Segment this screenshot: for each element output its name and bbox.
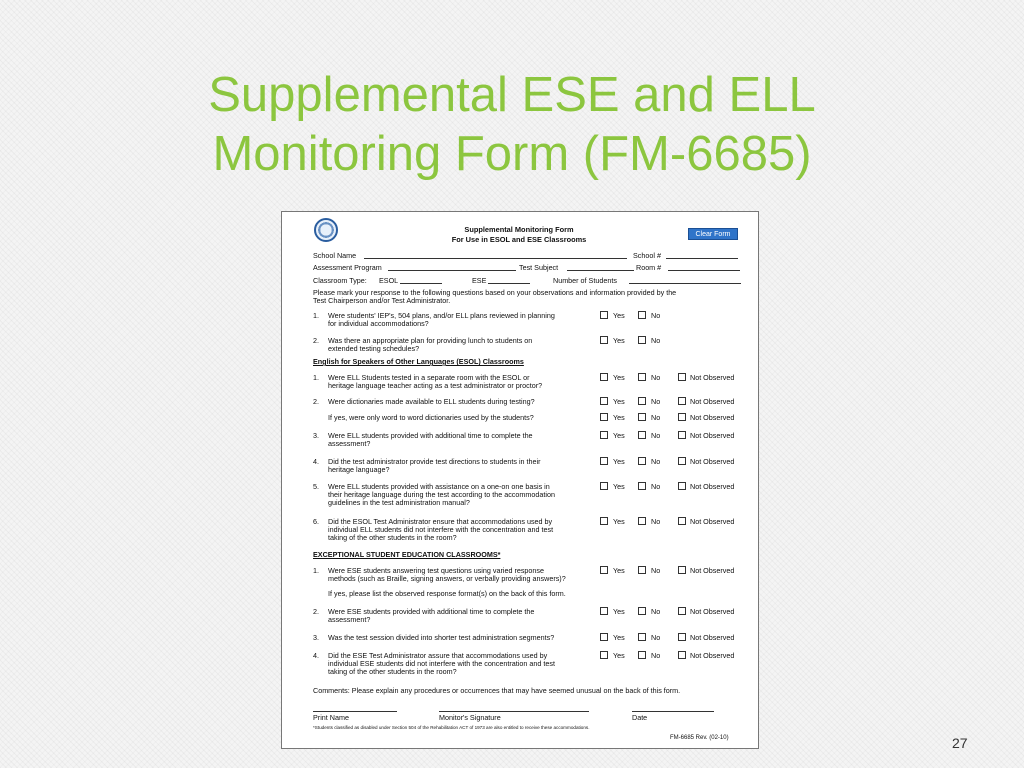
comments-line: Comments: Please explain any procedures or occurrences that may have seemed unusual on the back of this form. <box>313 686 681 695</box>
slide-title-line1: Supplemental ESE and ELL <box>208 68 816 122</box>
ese-line <box>488 283 530 284</box>
school-no-label: School # <box>633 251 661 260</box>
ese-q3-no-checkbox[interactable] <box>638 633 646 641</box>
no-label: No <box>651 413 661 422</box>
esol-q5-yes-checkbox[interactable] <box>600 482 608 490</box>
yes-label: Yes <box>613 431 625 440</box>
no-label: No <box>651 517 661 526</box>
esol-q2-followup-yes-checkbox[interactable] <box>600 413 608 421</box>
not-observed-label: Not Observed <box>690 413 735 422</box>
esol-q2-yes-checkbox[interactable] <box>600 397 608 405</box>
not-observed-label: Not Observed <box>690 517 735 526</box>
no-label: No <box>651 457 661 466</box>
monitor-signature-label: Monitor's Signature <box>439 713 501 722</box>
ese-q2-number: 2. <box>313 607 319 616</box>
not-observed-label: Not Observed <box>690 373 735 382</box>
test-subject-line <box>567 270 634 271</box>
yes-label: Yes <box>613 566 625 575</box>
room-no-line <box>668 270 740 271</box>
esol-q6-number: 6. <box>313 517 319 526</box>
ese-q4-text: Did the ESE Test Administrator assure that accommodations used by individual ESE students did not interfere with the concentration and test taking of the other students in the room? <box>328 651 555 676</box>
slide-title <box>0 66 1024 184</box>
esol-q2-followup-text: If yes, were only word to word dictionaries used by the students? <box>328 413 534 422</box>
esol-q2-followup-no-checkbox[interactable] <box>638 413 646 421</box>
monitoring-form-image <box>281 211 759 749</box>
esol-q5-not-observed-checkbox[interactable] <box>678 482 686 490</box>
date-label: Date <box>632 713 648 722</box>
ese-q4-not-observed-checkbox[interactable] <box>678 651 686 659</box>
esol-q1-yes-checkbox[interactable] <box>600 373 608 381</box>
ese-q2-text: Were ESE students provided with additional time to complete the assessment? <box>328 607 535 624</box>
general-q2-yes-checkbox[interactable] <box>600 336 608 344</box>
school-district-seal-icon <box>314 218 338 242</box>
esol-q5-text: Were ELL students provided with assistance on a one-on one basis in their heritage language during the test according to the accommodation guidelines in the test administration manual? <box>328 482 555 507</box>
form-header <box>412 225 626 245</box>
esol-q4-number: 4. <box>313 457 319 466</box>
form-header-line2: For Use in ESOL and ESE Classrooms <box>451 235 587 244</box>
no-label: No <box>651 482 661 491</box>
no-label: No <box>651 431 661 440</box>
yes-label: Yes <box>613 397 625 406</box>
esol-q3-no-checkbox[interactable] <box>638 431 646 439</box>
esol-q4-yes-checkbox[interactable] <box>600 457 608 465</box>
ese-q4-number: 4. <box>313 651 319 660</box>
yes-label: Yes <box>613 457 625 466</box>
ese-section-heading: EXCEPTIONAL STUDENT EDUCATION CLASSROOMS* <box>313 550 501 559</box>
esol-q2-not-observed-checkbox[interactable] <box>678 397 686 405</box>
ese-q4-no-checkbox[interactable] <box>638 651 646 659</box>
esol-q2-text: Were dictionaries made available to ELL students during testing? <box>328 397 535 406</box>
clear-form-button[interactable]: Clear Form <box>688 228 738 240</box>
esol-q2-number: 2. <box>313 397 319 406</box>
not-observed-label: Not Observed <box>690 633 735 642</box>
esol-label: ESOL <box>379 276 399 285</box>
general-q2-number: 2. <box>313 336 319 345</box>
not-observed-label: Not Observed <box>690 607 735 616</box>
school-no-line <box>666 258 738 259</box>
esol-q6-yes-checkbox[interactable] <box>600 517 608 525</box>
esol-q6-text: Did the ESOL Test Administrator ensure that accommodations used by individual ELL students did not interfere with the concentration and test taking of the other students in the room? <box>328 517 554 542</box>
esol-q6-not-observed-checkbox[interactable] <box>678 517 686 525</box>
classroom-type-label: Classroom Type: <box>313 276 367 285</box>
esol-q5-number: 5. <box>313 482 319 491</box>
not-observed-label: Not Observed <box>690 397 735 406</box>
esol-line <box>400 283 442 284</box>
ese-q1-number: 1. <box>313 566 319 575</box>
room-no-label: Room # <box>636 263 662 272</box>
general-q1-number: 1. <box>313 311 319 320</box>
ese-label: ESE <box>472 276 487 285</box>
school-name-label: School Name <box>313 251 357 260</box>
test-subject-label: Test Subject <box>519 263 559 272</box>
no-label: No <box>651 311 661 320</box>
yes-label: Yes <box>613 413 625 422</box>
esol-q2-no-checkbox[interactable] <box>638 397 646 405</box>
number-of-students-line <box>629 283 741 284</box>
ese-q1-yes-checkbox[interactable] <box>600 566 608 574</box>
no-label: No <box>651 651 661 660</box>
esol-section-heading: English for Speakers of Other Languages (ESOL) Classrooms <box>313 357 524 366</box>
general-q2-text: Was there an appropriate plan for providing lunch to students on extended testing schedules? <box>328 336 533 353</box>
yes-label: Yes <box>613 651 625 660</box>
ese-q2-not-observed-checkbox[interactable] <box>678 607 686 615</box>
yes-label: Yes <box>613 633 625 642</box>
form-header-line1: Supplemental Monitoring Form <box>464 225 574 234</box>
footnote: *Students classified as disabled under Section 504 of the Rehabilitation ACT of 1973 are also entitled to receive these accommodations. <box>313 725 590 730</box>
ese-q3-number: 3. <box>313 633 319 642</box>
yes-label: Yes <box>613 607 625 616</box>
assessment-program-label: Assessment Program <box>313 263 382 272</box>
not-observed-label: Not Observed <box>690 431 735 440</box>
not-observed-label: Not Observed <box>690 651 735 660</box>
esol-q5-no-checkbox[interactable] <box>638 482 646 490</box>
ese-q2-no-checkbox[interactable] <box>638 607 646 615</box>
slide-number: 27 <box>952 735 968 751</box>
yes-label: Yes <box>613 373 625 382</box>
esol-q1-no-checkbox[interactable] <box>638 373 646 381</box>
print-name-label: Print Name <box>313 713 349 722</box>
school-name-line <box>364 258 627 259</box>
ese-q1-not-observed-checkbox[interactable] <box>678 566 686 574</box>
ese-q3-not-observed-checkbox[interactable] <box>678 633 686 641</box>
ese-q3-yes-checkbox[interactable] <box>600 633 608 641</box>
not-observed-label: Not Observed <box>690 457 735 466</box>
instructions-line2: Test Chairperson and/or Test Administrator. <box>313 296 451 305</box>
general-q2-no-checkbox[interactable] <box>638 336 646 344</box>
slide-title-line2: Monitoring Form (FM-6685) <box>212 127 812 181</box>
esol-q3-text: Were ELL students provided with additional time to complete the assessment? <box>328 431 533 448</box>
assessment-program-line <box>388 270 516 271</box>
print-name-line <box>313 711 397 712</box>
ese-q1-no-checkbox[interactable] <box>638 566 646 574</box>
esol-q2-followup-not-observed-checkbox[interactable] <box>678 413 686 421</box>
yes-label: Yes <box>613 311 625 320</box>
esol-q1-number: 1. <box>313 373 319 382</box>
yes-label: Yes <box>613 336 625 345</box>
not-observed-label: Not Observed <box>690 482 735 491</box>
esol-q1-text: Were ELL Students tested in a separate room with the ESOL or heritage language teacher acting as a test administrator or proctor? <box>328 373 543 390</box>
esol-q4-not-observed-checkbox[interactable] <box>678 457 686 465</box>
ese-q1-followup-note: If yes, please list the observed response format(s) on the back of this form. <box>328 589 566 598</box>
esol-q4-text: Did the test administrator provide test directions to students in their heritage language? <box>328 457 541 474</box>
form-id: FM-6685 Rev. (02-10) <box>670 735 729 741</box>
no-label: No <box>651 336 661 345</box>
esol-q3-yes-checkbox[interactable] <box>600 431 608 439</box>
number-of-students-label: Number of Students <box>553 276 617 285</box>
esol-q3-number: 3. <box>313 431 319 440</box>
general-q1-no-checkbox[interactable] <box>638 311 646 319</box>
instructions-line1: Please mark your response to the following questions based on your observations and information provided by the <box>313 288 677 297</box>
no-label: No <box>651 607 661 616</box>
yes-label: Yes <box>613 482 625 491</box>
not-observed-label: Not Observed <box>690 566 735 575</box>
ese-q4-yes-checkbox[interactable] <box>600 651 608 659</box>
no-label: No <box>651 397 661 406</box>
esol-q4-no-checkbox[interactable] <box>638 457 646 465</box>
general-q1-yes-checkbox[interactable] <box>600 311 608 319</box>
no-label: No <box>651 566 661 575</box>
esol-q6-no-checkbox[interactable] <box>638 517 646 525</box>
monitor-signature-line <box>439 711 589 712</box>
esol-q1-not-observed-checkbox[interactable] <box>678 373 686 381</box>
ese-q3-text: Was the test session divided into shorter test administration segments? <box>328 633 555 642</box>
esol-q3-not-observed-checkbox[interactable] <box>678 431 686 439</box>
no-label: No <box>651 373 661 382</box>
ese-q2-yes-checkbox[interactable] <box>600 607 608 615</box>
yes-label: Yes <box>613 517 625 526</box>
date-line <box>632 711 714 712</box>
general-q1-text: Were students' IEP's, 504 plans, and/or ELL plans reviewed in planning for individual accommodations? <box>328 311 555 328</box>
no-label: No <box>651 633 661 642</box>
ese-q1-text: Were ESE students answering test questions using varied response methods (such as Braille, signing answers, or verbally providing answers)? <box>328 566 566 583</box>
